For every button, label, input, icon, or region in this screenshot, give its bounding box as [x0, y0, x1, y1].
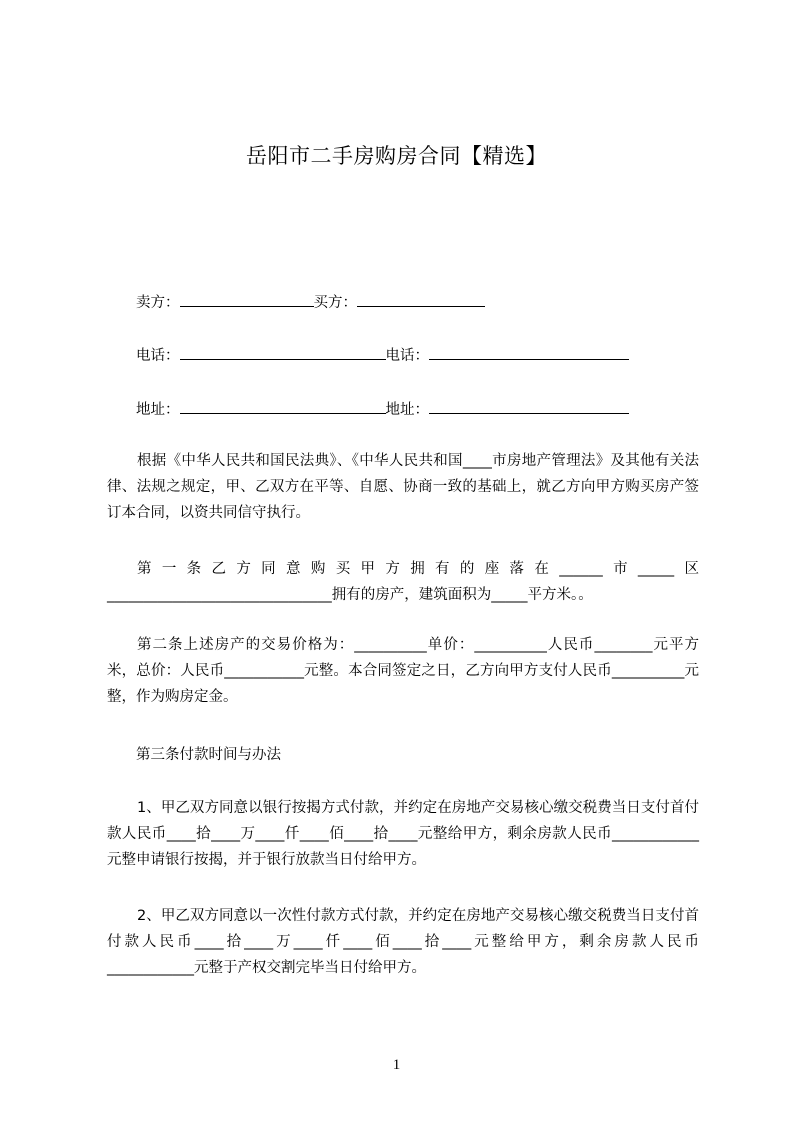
article-1-text: 第一条乙方同意购买甲方拥有的座落在______市_____区_______________________________拥有的房产，建筑面积为_____平方米。。: [107, 561, 699, 603]
buyer-blank: [357, 291, 485, 307]
seller-address-blank: [180, 398, 386, 414]
phone-line: [136, 344, 629, 366]
article-2-paragraph: [107, 632, 699, 710]
buyer-label: 买方：: [313, 295, 357, 311]
seller-blank: [180, 291, 314, 307]
article-1-paragraph: [107, 556, 699, 608]
seller-address-label: 地址：: [136, 402, 180, 418]
seller-phone-label: 电话：: [136, 348, 180, 364]
buyer-phone-blank: [429, 344, 629, 360]
seller-buyer-line: [136, 291, 485, 313]
clause-2-text: 2、甲乙双方同意以一次性付款方式付款，并约定在房地产交易核心缴交税费当日支付首付款人民币____拾____万____仟____佰____拾____元整给甲方，剩余房款人民币____________元整于产权交割完毕当日付给甲方。: [107, 908, 699, 976]
seller-label: 卖方：: [136, 295, 180, 311]
buyer-phone-label: 电话：: [385, 348, 429, 364]
document-title: 岳阳市二手房购房合同【精选】: [246, 144, 547, 168]
clause-1-paragraph: [107, 795, 699, 873]
page-number: 1: [392, 1057, 401, 1073]
preamble-text: 根据《中华人民共和国民法典》、《中华人民共和国____市房地产管理法》及其他有关法律、法规之规定，甲、乙双方在平等、自愿、协商一致的基础上，就乙方向甲方购买房产签订本合同，以资共同信守执行。: [107, 453, 699, 521]
clause-1-text: 1、甲乙双方同意以银行按揭方式付款，并约定在房地产交易核心缴交税费当日支付首付款人民币____拾____万____仟____佰____拾____元整给甲方，剩余房款人民币____________元整申请银行按揭，并于银行放款当日付给甲方。: [107, 800, 699, 868]
buyer-address-label: 地址：: [385, 402, 429, 418]
article-3-title: 第三条付款时间与办法: [136, 747, 281, 763]
clause-2-paragraph: [107, 903, 699, 981]
address-line: [136, 398, 629, 420]
buyer-address-blank: [429, 398, 629, 414]
article-2-text: 第二条上述房产的交易价格为：__________单价：__________人民币________元平方米，总价：人民币___________元整。本合同签定之日，乙方向甲方支付人民币__________元整，作为购房定金。: [107, 637, 699, 705]
preamble-paragraph: [107, 448, 699, 526]
seller-phone-blank: [180, 344, 386, 360]
